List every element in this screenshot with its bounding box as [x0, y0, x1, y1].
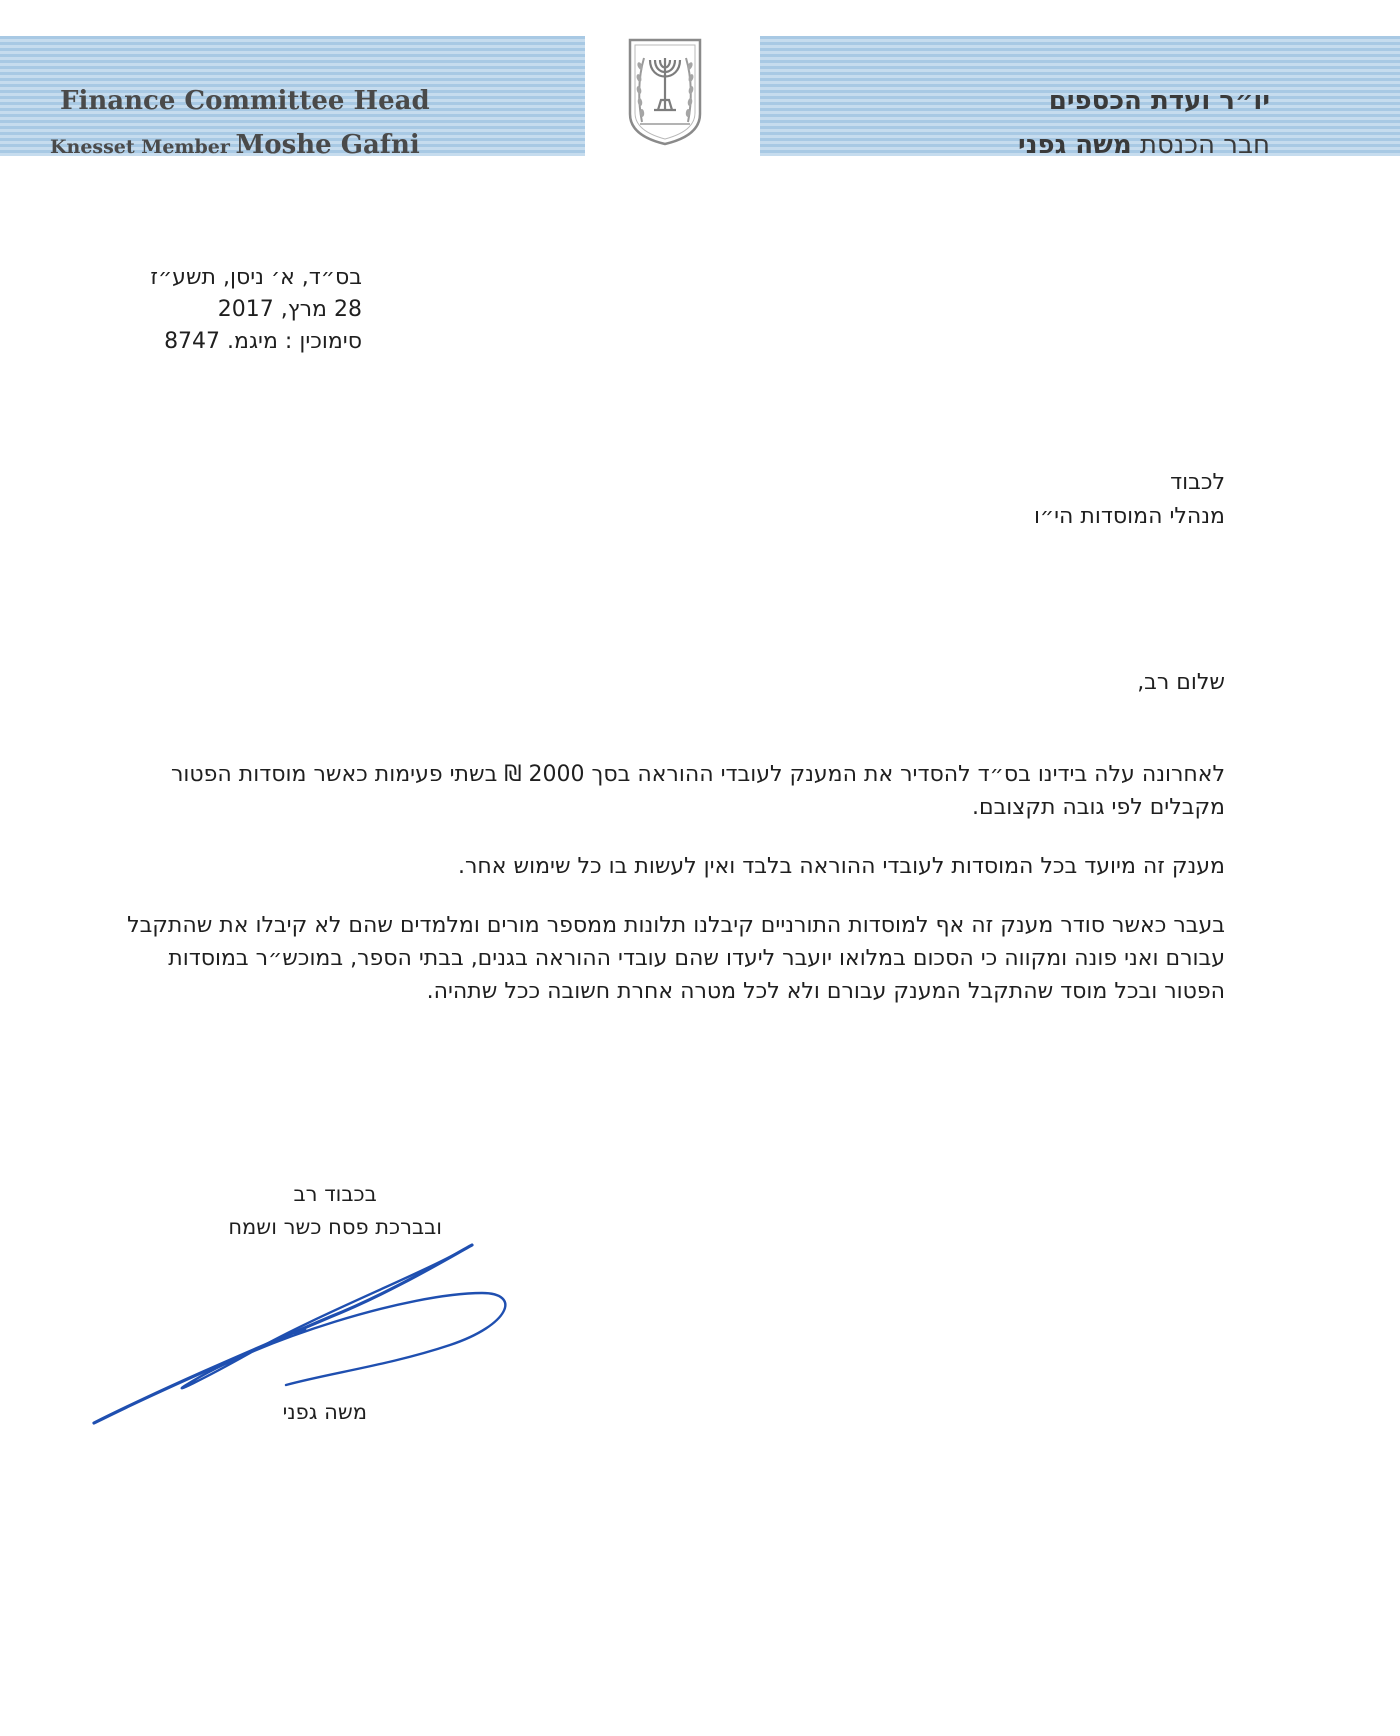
signer-name: משה גפני — [282, 1400, 367, 1424]
hebrew-title: יו״ר ועדת הכספים — [1048, 86, 1270, 116]
state-emblem-icon — [624, 36, 706, 146]
hebrew-member-label: חבר הכנסת — [1139, 130, 1270, 160]
hebrew-date: בס״ד, א׳ ניסן, תשע״ז — [150, 265, 362, 290]
letterhead — [0, 28, 1400, 164]
date-reference-block — [150, 262, 362, 358]
closing-regards: בכבוד רב — [293, 1182, 377, 1206]
recipient-block — [1034, 466, 1225, 534]
recipient-name: מנהלי המוסדות הי״ו — [1033, 504, 1225, 529]
reference-number: סימוכין : מיגמ. 8747 — [164, 329, 362, 354]
greeting: שלום רב, — [1137, 670, 1225, 695]
letter-body — [105, 758, 1225, 1034]
recipient-salutation: לכבוד — [1170, 470, 1225, 495]
closing-blessing: ובברכת פסח כשר ושמח — [228, 1215, 442, 1239]
english-member-line — [50, 130, 420, 160]
body-paragraph: מענק זה מיועד בכל המוסדות לעובדי ההוראה בלבד ואין לעשות בו כל שימוש אחר. — [458, 854, 1225, 879]
hebrew-member-line — [1018, 130, 1270, 160]
gregorian-date: 28 מרץ, 2017 — [217, 297, 362, 322]
english-title: Finance Committee Head — [60, 86, 430, 116]
hebrew-member-name: משה גפני — [1018, 130, 1132, 160]
emblem-container — [585, 28, 760, 164]
english-member-name: Moshe Gafni — [235, 130, 420, 160]
body-paragraph: בעבר כאשר סודר מענק זה אף למוסדות התורניים קיבלנו תלונות ממספר מורים ומלמדים שהם לא קיבלו את שהתקבל עבורם ואני פונה ומקווה כי הסכום במלואו יועבר ליעדו שהם עובדי ההוראה בגנים, בבתי הספר, במוכש״ר במוסדות הפטור ובכל מוסד שהתקבל המענק עבורם ולא לכל מטרה אחרת חשובה ככל שתהיה. — [127, 913, 1225, 1004]
english-member-label: Knesset Member — [50, 136, 230, 158]
body-paragraph: לאחרונה עלה בידינו בס״ד להסדיר את המענק לעובדי ההוראה בסך 2000 ₪ בשתי פעימות כאשר מוסדות הפטור מקבלים לפי גובה תקצובם. — [171, 762, 1225, 820]
